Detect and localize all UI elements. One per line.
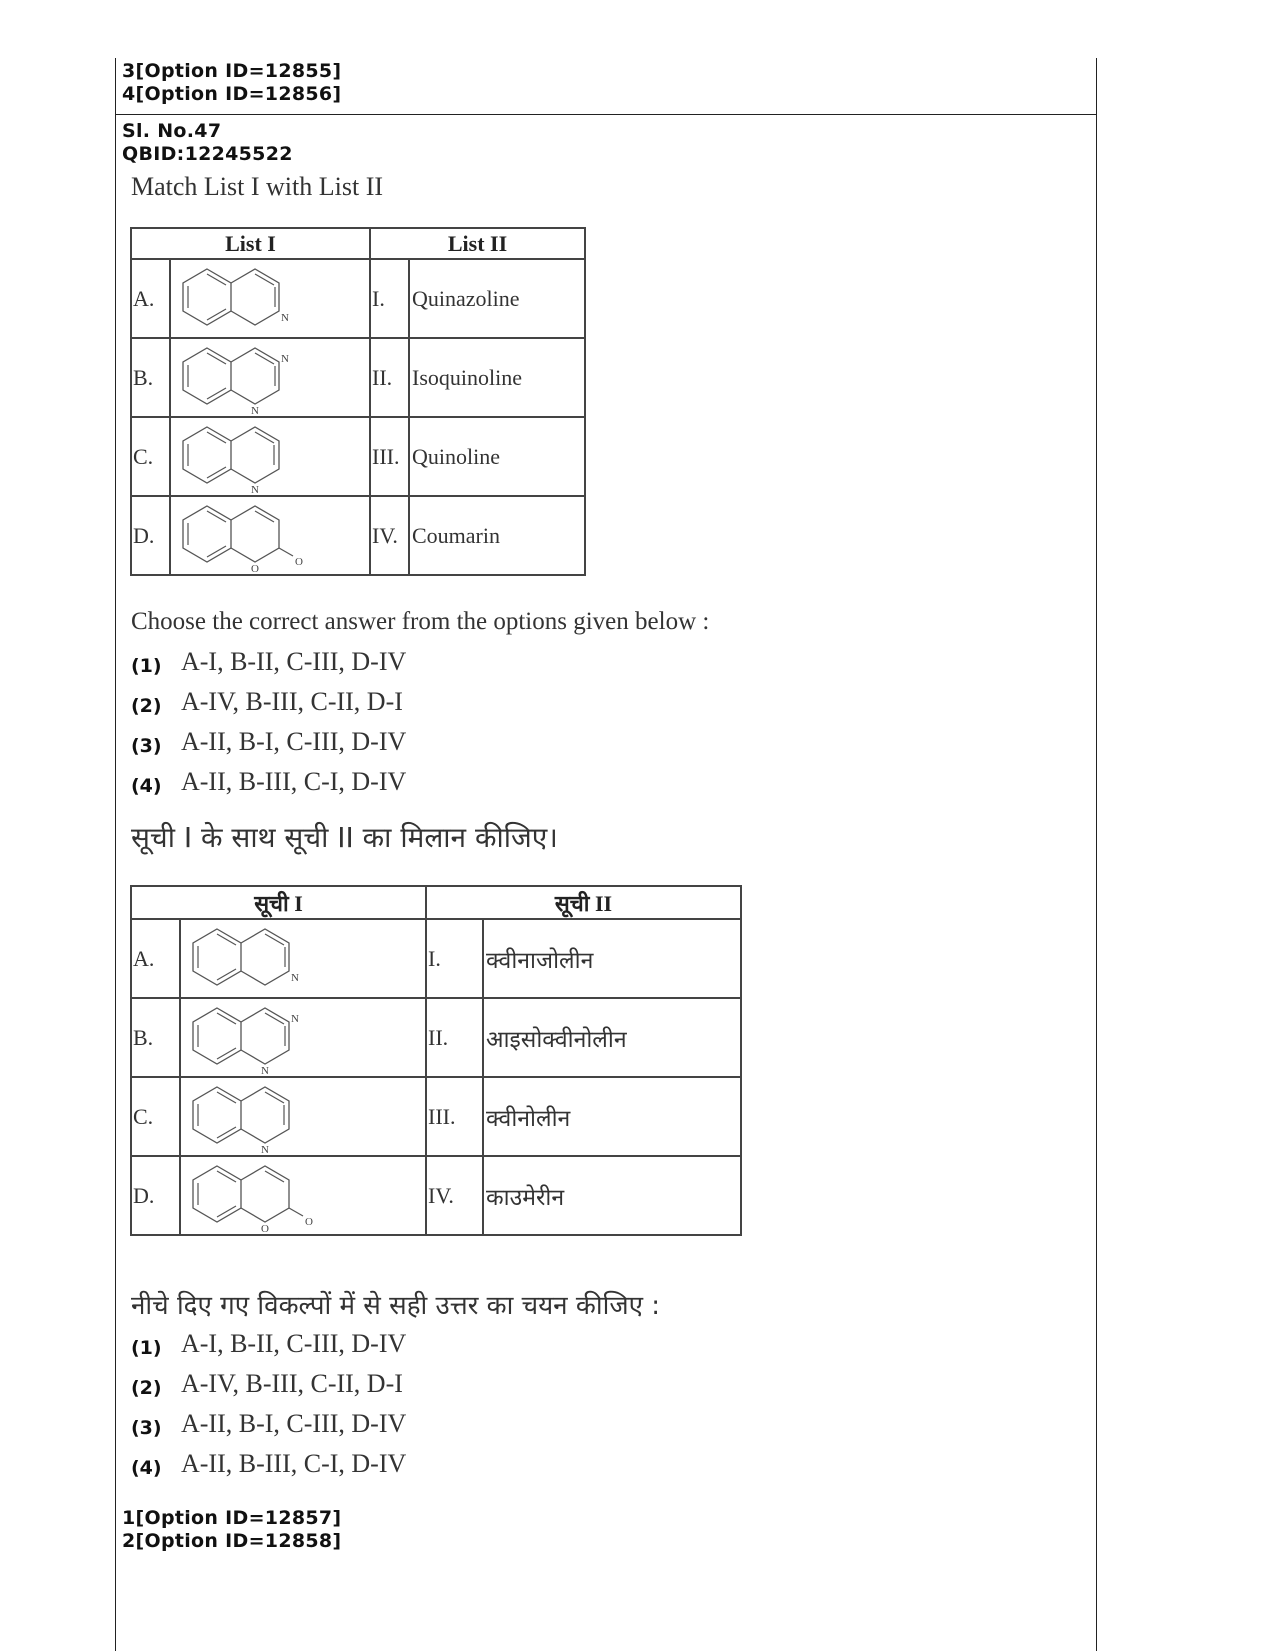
option-text: A-IV, B-III, C-II, D-I bbox=[181, 1369, 403, 1398]
option-text: A-II, B-I, C-III, D-IV bbox=[181, 727, 407, 756]
nitrogen-atom-label: N bbox=[291, 971, 299, 984]
row-roman: I. bbox=[370, 259, 409, 338]
row-roman: I. bbox=[426, 919, 483, 998]
qbid: QBID:12245522 bbox=[122, 143, 293, 165]
serial-number: Sl. No.47 bbox=[122, 120, 222, 142]
compound-name: Coumarin bbox=[409, 496, 585, 575]
compound-name: Quinoline bbox=[409, 417, 585, 496]
nitrogen-atom-label: N bbox=[281, 352, 289, 365]
oxygen-atom-label: O bbox=[261, 1222, 269, 1232]
option-id-line: 1[Option ID=12857] bbox=[122, 1507, 342, 1529]
compound-name: Quinazoline bbox=[409, 259, 585, 338]
option-number: (1) bbox=[131, 1337, 162, 1359]
option-text: A-II, B-III, C-I, D-IV bbox=[181, 1449, 407, 1478]
list-one-header: सूची I bbox=[131, 886, 426, 919]
row-roman: II. bbox=[370, 338, 409, 417]
compound-name: क्वीनाजोलीन bbox=[483, 919, 741, 998]
quinoline-structure bbox=[170, 417, 370, 496]
option-number: (2) bbox=[131, 1377, 162, 1399]
nitrogen-atom-label: N bbox=[261, 1064, 269, 1074]
nitrogen-atom-label: N bbox=[251, 483, 259, 493]
compound-name: क्वीनोलीन bbox=[483, 1077, 741, 1156]
coumarin-structure bbox=[170, 496, 370, 575]
isoquinoline-structure bbox=[170, 259, 370, 338]
option-id-line: 2[Option ID=12858] bbox=[122, 1530, 342, 1552]
option-number: (4) bbox=[131, 775, 162, 797]
page-right-border bbox=[1096, 58, 1097, 1651]
coumarin-structure bbox=[180, 1156, 426, 1235]
compound-name: आइसोक्वीनोलीन bbox=[483, 998, 741, 1077]
choose-instruction-hindi: नीचे दिए गए विकल्पों में से सही उत्तर का चयन कीजिए : bbox=[131, 1291, 661, 1321]
option-number: (4) bbox=[131, 1457, 162, 1479]
page-left-border bbox=[115, 58, 116, 1651]
row-roman: IV. bbox=[370, 496, 409, 575]
option-number: (3) bbox=[131, 1417, 162, 1439]
oxygen-atom-label: O bbox=[251, 562, 259, 572]
row-roman: III. bbox=[426, 1077, 483, 1156]
option-id-line: 4[Option ID=12856] bbox=[122, 83, 342, 105]
table-row bbox=[131, 496, 585, 575]
option-text: A-IV, B-III, C-II, D-I bbox=[181, 687, 403, 716]
nitrogen-atom-label: N bbox=[291, 1012, 299, 1025]
option-text: A-I, B-II, C-III, D-IV bbox=[181, 1329, 407, 1358]
option-text: A-II, B-I, C-III, D-IV bbox=[181, 1409, 407, 1438]
option-text: A-II, B-III, C-I, D-IV bbox=[181, 767, 407, 796]
table-row bbox=[131, 919, 741, 998]
row-letter: A. bbox=[131, 259, 170, 338]
option-number: (1) bbox=[131, 655, 162, 677]
row-letter: C. bbox=[131, 417, 170, 496]
table-row bbox=[131, 998, 741, 1077]
match-table-english bbox=[130, 227, 586, 576]
question-separator bbox=[115, 114, 1097, 115]
nitrogen-atom-label: N bbox=[261, 1143, 269, 1153]
row-letter: B. bbox=[131, 338, 170, 417]
row-letter: D. bbox=[131, 1156, 180, 1235]
table-row bbox=[131, 1156, 741, 1235]
row-roman: III. bbox=[370, 417, 409, 496]
table-row bbox=[131, 338, 585, 417]
row-letter: B. bbox=[131, 998, 180, 1077]
table-row bbox=[131, 1077, 741, 1156]
quinazoline-structure bbox=[180, 998, 426, 1077]
isoquinoline-structure bbox=[180, 919, 426, 998]
list-one-header: List I bbox=[131, 228, 370, 259]
question-prompt-hindi: सूची I के साथ सूची II का मिलान कीजिए। bbox=[131, 821, 558, 854]
option-text: A-I, B-II, C-III, D-IV bbox=[181, 647, 407, 676]
row-letter: C. bbox=[131, 1077, 180, 1156]
table-row bbox=[131, 417, 585, 496]
list-two-header: List II bbox=[370, 228, 585, 259]
nitrogen-atom-label: N bbox=[251, 404, 259, 414]
table-row bbox=[131, 259, 585, 338]
row-letter: A. bbox=[131, 919, 180, 998]
option-number: (2) bbox=[131, 695, 162, 717]
row-roman: II. bbox=[426, 998, 483, 1077]
option-id-line: 3[Option ID=12855] bbox=[122, 60, 342, 82]
question-prompt-english: Match List I with List II bbox=[131, 172, 384, 201]
choose-instruction-english: Choose the correct answer from the options given below : bbox=[131, 608, 710, 635]
oxygen-atom-label: O bbox=[295, 555, 303, 568]
option-number: (3) bbox=[131, 735, 162, 757]
compound-name: काउमेरीन bbox=[483, 1156, 741, 1235]
row-roman: IV. bbox=[426, 1156, 483, 1235]
list-two-header: सूची II bbox=[426, 886, 741, 919]
row-letter: D. bbox=[131, 496, 170, 575]
quinoline-structure bbox=[180, 1077, 426, 1156]
match-table-hindi bbox=[130, 885, 742, 1236]
compound-name: Isoquinoline bbox=[409, 338, 585, 417]
quinazoline-structure bbox=[170, 338, 370, 417]
oxygen-atom-label: O bbox=[305, 1215, 313, 1228]
nitrogen-atom-label: N bbox=[281, 311, 289, 324]
